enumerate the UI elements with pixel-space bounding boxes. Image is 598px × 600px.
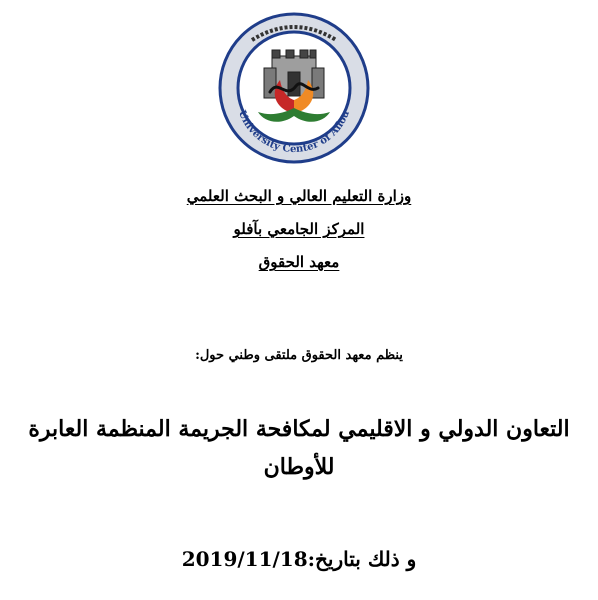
ministry-name: وزارة التعليم العالي و البحث العلمي: [186, 187, 412, 205]
center-name: المركز الجامعي بآفلو: [233, 220, 365, 238]
date-prefix: و ذلك بتاريخ:: [307, 547, 417, 571]
castle-icon: [264, 50, 324, 98]
institute-name: معهد الحقوق: [258, 253, 340, 271]
institution-header: [0, 180, 598, 279]
conference-title-line-1: التعاون الدولي و الاقليمي لمكافحة الجريمة المنظمة العابرة: [28, 416, 570, 442]
logo-ring-text: University Center of Aflou: [235, 109, 353, 156]
event-date: [0, 544, 598, 574]
conference-title: [20, 410, 578, 486]
conference-title-line-2: للأوطان: [263, 454, 335, 480]
university-logo: [214, 8, 374, 168]
date-value: 2019/11/18: [181, 547, 308, 571]
organizer-text: ينظم معهد الحقوق ملتقى وطني حول:: [195, 348, 403, 363]
